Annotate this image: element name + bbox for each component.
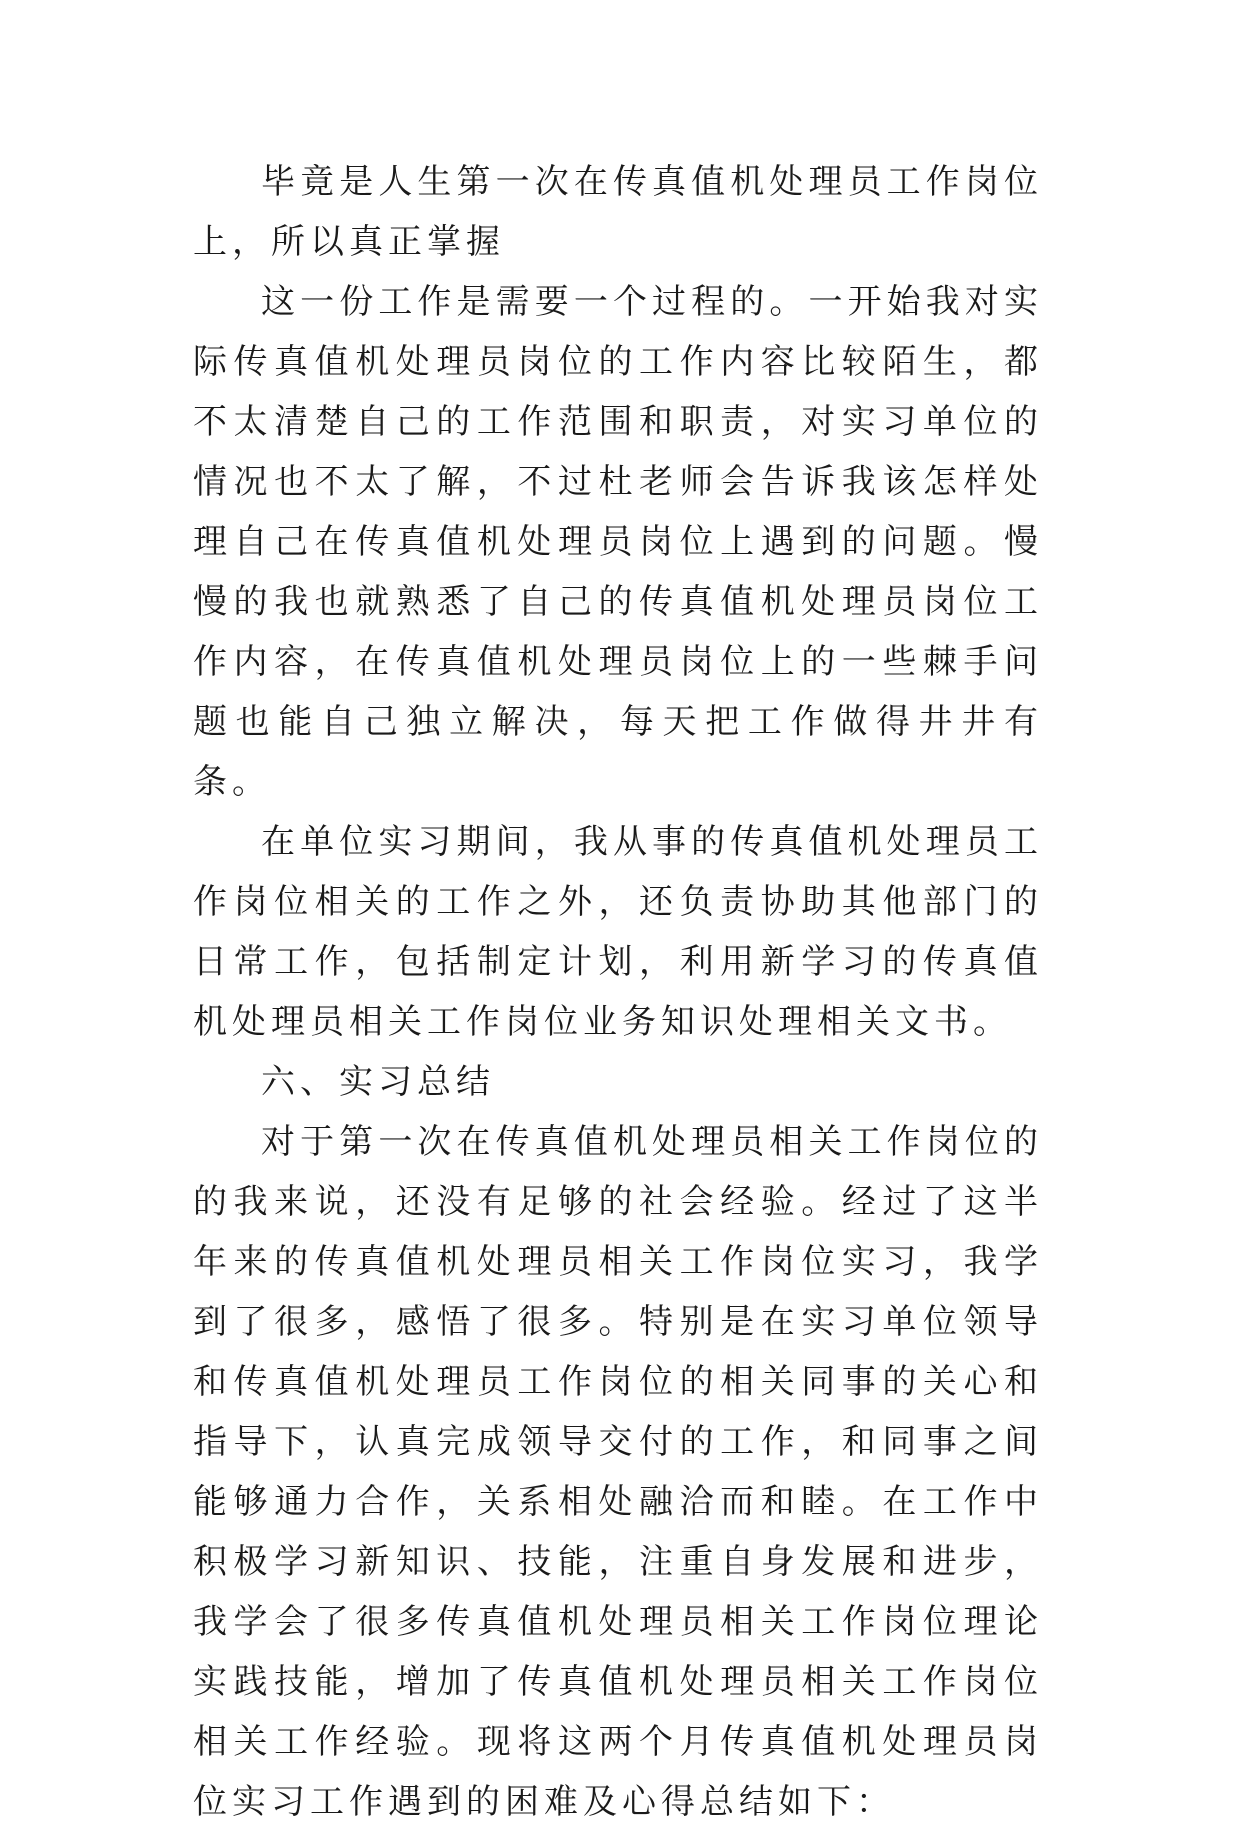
section-heading: 六、实习总结 (261, 1062, 495, 1102)
document-body (193, 152, 1043, 1832)
summary-paragraph: 对于第一次在传真值机处理员相关工作岗位的的我来说，还没有足够的社会经验。经过了这半年来的传真值机处理员相关工作岗位实习，我学到了很多，感悟了很多。特别是在实习单位领导和传真值机处理员工作岗位的相关同事的关心和指导下，认真完成领导交付的工作，和同事之间能够通力合作，关系相处融洽而和睦。在工作中积极学习新知识、技能，注重自身发展和进步，我学会了很多传真值机处理员相关工作岗位理论实践技能，增加了传真值机处理员相关工作岗位相关工作经验。现将这两个月传真值机处理员岗位实习工作遇到的困难及心得总结如下： (193, 1122, 1043, 1822)
paragraph-3: 在单位实习期间，我从事的传真值机处理员工作岗位相关的工作之外，还负责协助其他部门的日常工作，包括制定计划，利用新学习的传真值机处理员相关工作岗位业务知识处理相关文书。 (193, 822, 1043, 1042)
paragraph-2: 这一份工作是需要一个过程的。一开始我对实际传真值机处理员岗位的工作内容比较陌生，都不太清楚自己的工作范围和职责，对实习单位的情况也不太了解，不过杜老师会告诉我该怎样处理自己在传真值机处理员岗位上遇到的问题。慢慢的我也就熟悉了自己的传真值机处理员岗位工作内容，在传真值机处理员岗位上的一些棘手问题也能自己独立解决，每天把工作做得井井有条。 (193, 282, 1043, 802)
paragraph-1: 毕竟是人生第一次在传真值机处理员工作岗位上，所以真正掌握 (193, 162, 1043, 262)
